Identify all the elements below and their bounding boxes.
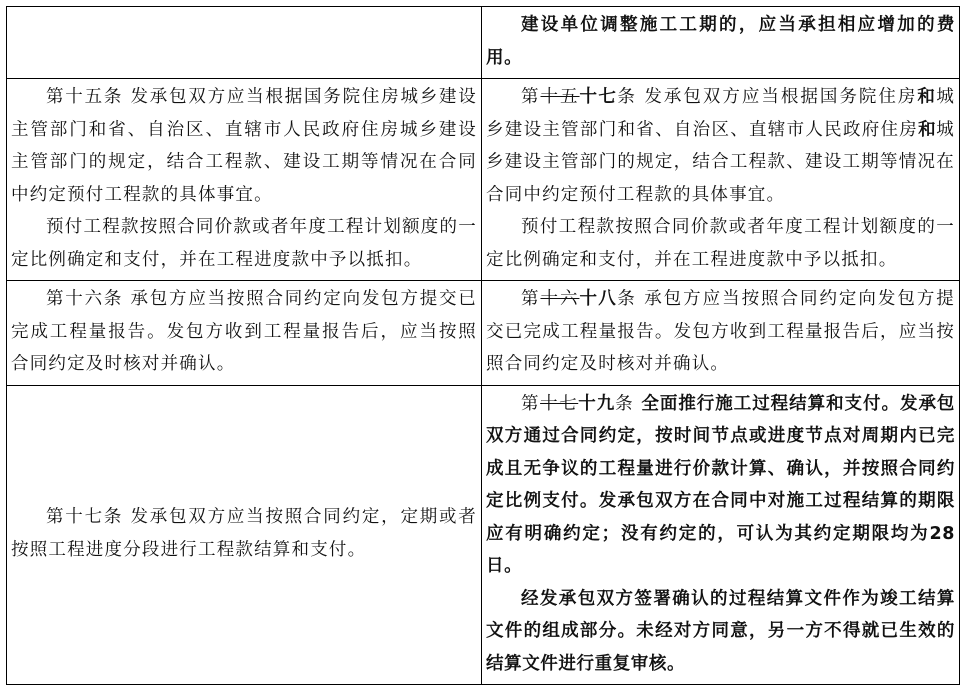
clause-text: 条 [615, 393, 642, 414]
clause-text: 预付工程款按照合同价款或者年度工程计划额度的一定比例确定和支付，并在工程进度款中予以抵扣。 [486, 217, 955, 270]
table-row [7, 79, 960, 281]
clause-paragraph [11, 283, 477, 381]
table-row [7, 281, 960, 386]
clause-text: 城乡建设主管部门的规定，结合工程款、建设工期等情况在合同中约定预付工程款的具体事宜。 [486, 119, 955, 205]
added-text: 十八 [579, 289, 618, 309]
clause-paragraph [486, 388, 955, 583]
clause-paragraph [11, 211, 477, 276]
added-text: 和 [917, 87, 937, 107]
clause-paragraph [486, 583, 955, 681]
clause-paragraph [11, 81, 477, 211]
deleted-text: 十七 [540, 393, 579, 414]
clause-paragraph [11, 501, 477, 566]
added-text: 十九 [578, 393, 616, 414]
right-cell [482, 385, 960, 685]
clause-text: 条 发承包双方应当根据国务院住房 [617, 87, 918, 107]
right-cell [482, 281, 960, 386]
left-cell [7, 7, 482, 79]
table-row [7, 385, 960, 685]
clause-paragraph [486, 283, 955, 381]
clause-paragraph [486, 81, 955, 211]
right-cell [482, 7, 960, 79]
clause-text: 第十七条 发承包双方应当按照合同约定，定期或者按照工程进度分段进行工程款结算和支付。 [11, 507, 477, 560]
clause-text: 第 [521, 393, 541, 414]
clause-text: 预付工程款按照合同价款或者年度工程计划额度的一定比例确定和支付，并在工程进度款中予以抵扣。 [11, 217, 477, 270]
comparison-table [6, 6, 960, 685]
deleted-text: 十五 [540, 87, 580, 107]
clause-text: 条 承包方应当按照合同约定向发包方提交已完成工程量报告。发包方收到工程量报告后，应当按照合同约定及时核对并确认。 [486, 289, 955, 374]
clause-text: 城乡建设主管部门和省、自治区、直辖市人民政府住房 [486, 87, 956, 140]
clause-text: 第 [521, 87, 541, 107]
left-cell [7, 281, 482, 386]
clause-paragraph [486, 211, 955, 276]
clause-paragraph [486, 9, 955, 74]
added-text: 经发承包双方签署确认的过程结算文件作为竣工结算文件的组成部分。未经对方同意，另一方不得就已生效的结算文件进行重复审核。 [486, 588, 955, 674]
right-cell [482, 79, 960, 281]
clause-text: 第十六条 承包方应当按照合同约定向发包方提交已完成工程量报告。发包方收到工程量报告后，应当按照合同约定及时核对并确认。 [11, 289, 477, 374]
left-cell [7, 79, 482, 281]
deleted-text: 十六 [540, 289, 580, 309]
added-text: 建设单位调整施工工期的，应当承担相应增加的费用。 [486, 15, 955, 68]
clause-text: 第十五条 发承包双方应当根据国务院住房城乡建设主管部门和省、自治区、直辖市人民政府住房城乡建设主管部门的规定，结合工程款、建设工期等情况在合同中约定预付工程款的具体事宜。 [11, 87, 477, 205]
added-text: 十七 [579, 87, 618, 107]
clause-text: 第 [521, 289, 541, 309]
added-text: 全面推行施工过程结算和支付。发承包双方通过合同约定，按时间节点或进度节点对周期内已完成且无争议的工程量进行价款计算、确认，并按照合同约定比例支付。发承包双方在合同中对施工过程结算的期限应有明确约定；没有约定的，可认为其约定期限均为28日。 [486, 393, 956, 576]
table-row [7, 7, 960, 79]
left-cell [7, 385, 482, 685]
added-text: 和 [918, 119, 937, 140]
